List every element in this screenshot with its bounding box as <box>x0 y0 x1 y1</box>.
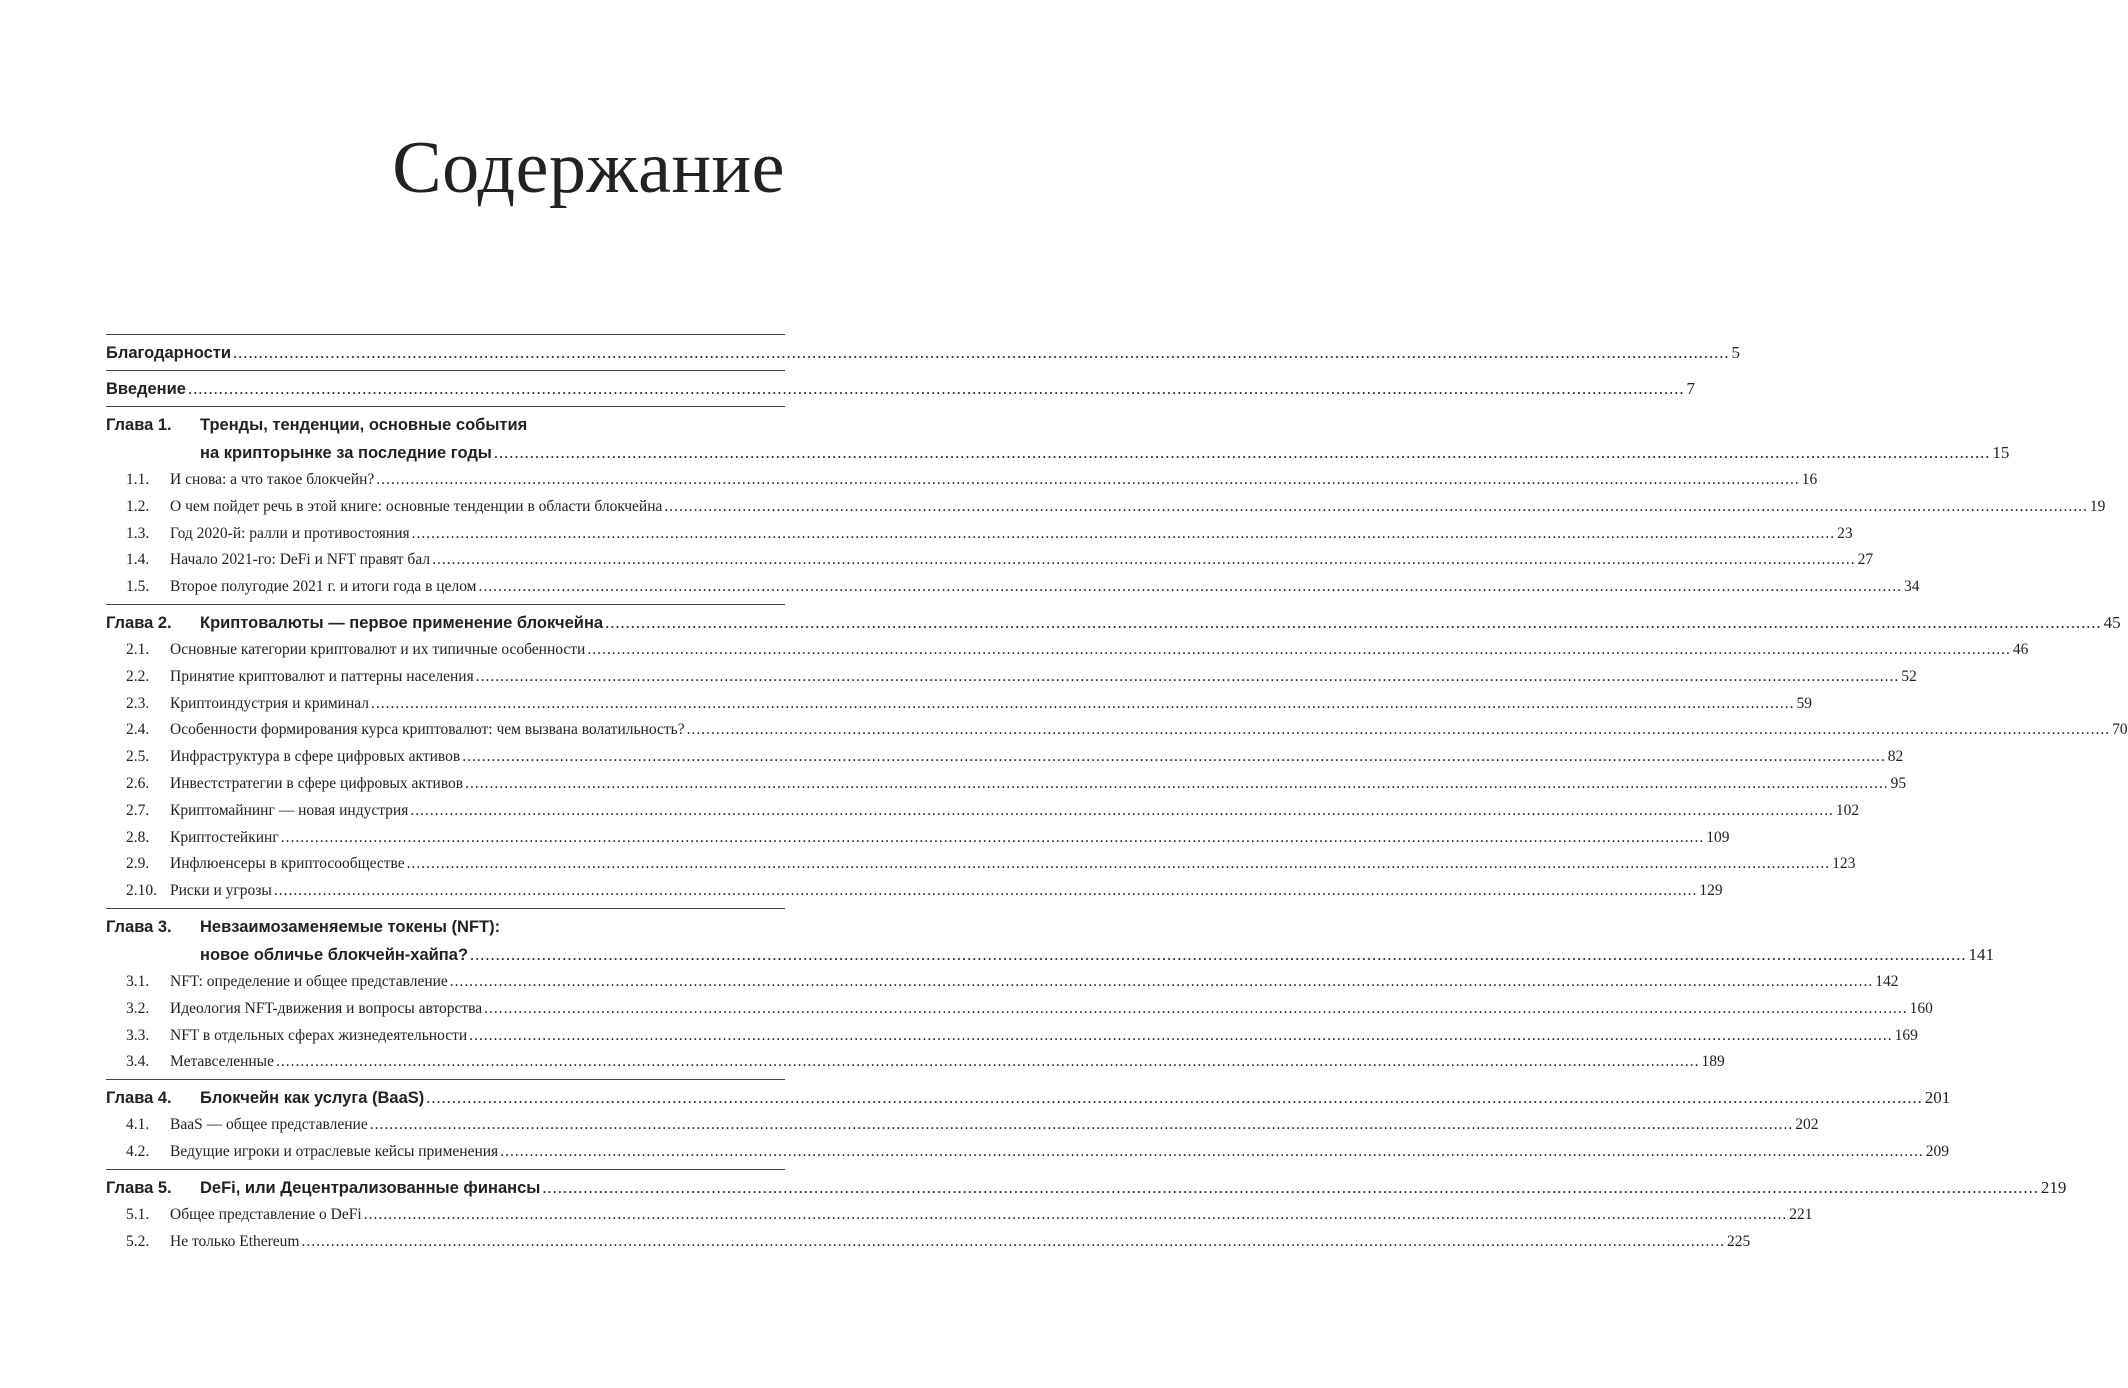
dot-leader <box>274 878 1698 905</box>
section-number: 2.9. <box>126 855 150 873</box>
chapter-title-line1: Невзаимозаменяемые токены (NFT): <box>200 917 501 936</box>
toc-page-number: 16 <box>1801 471 1818 488</box>
dot-leader <box>407 851 1831 878</box>
toc-page-number: 109 <box>1706 828 1730 846</box>
toc-page-number: 27 <box>1857 551 1874 569</box>
dot-leader <box>371 691 1795 718</box>
section-number: 2.4. <box>126 721 150 739</box>
chapter-1-heading-line2[interactable] <box>106 439 2010 467</box>
chapter-3-heading-line1[interactable] <box>106 909 785 941</box>
chapter-3-heading-line2[interactable] <box>106 941 1995 969</box>
section-number: 2.2. <box>126 667 150 685</box>
section-number: 2.7. <box>126 801 150 819</box>
toc-section-entry[interactable] <box>106 691 1813 718</box>
dot-leader <box>605 609 2102 637</box>
toc-section-entry[interactable] <box>106 771 1907 798</box>
toc-page-number: 82 <box>1887 748 1904 766</box>
chapter-title: новое обличье блокчейн-хайпа? <box>200 945 469 964</box>
toc-page-number: 95 <box>1890 774 1907 792</box>
chapter-5-heading[interactable] <box>106 1170 2067 1202</box>
section-title: Основные категории криптовалют и их типичные особенности <box>170 640 586 658</box>
dot-leader <box>233 339 1730 367</box>
dot-leader <box>476 664 1900 691</box>
toc-page-number: 141 <box>1968 944 1995 964</box>
chapter-title: Криптовалюты — первое применение блокчейна <box>200 613 604 632</box>
toc-section-entry[interactable] <box>106 878 1723 905</box>
toc-entry-title: Благодарности <box>106 344 231 362</box>
section-title: О чем пойдет речь в этой книге: основные тенденции в области блокчейна <box>170 497 663 515</box>
toc-page-number: 219 <box>2040 1177 2067 1197</box>
dot-leader <box>426 1084 1923 1112</box>
toc-section-entry[interactable] <box>106 969 1899 996</box>
toc-section-entry[interactable] <box>106 851 1856 878</box>
toc-entry-introduction[interactable] <box>106 371 1695 403</box>
toc-section-entry[interactable] <box>106 825 1730 852</box>
toc-page-number: 102 <box>1835 801 1860 819</box>
chapter-title: DeFi, или Децентрализованные финансы <box>200 1178 541 1197</box>
toc-page-number: 129 <box>1699 882 1723 900</box>
section-number: 3.2. <box>126 999 150 1017</box>
toc-section-entry[interactable] <box>106 996 1933 1023</box>
toc-section-entry[interactable] <box>106 664 1917 691</box>
chapter-title: на крипторынке за последние годы <box>200 444 492 462</box>
section-title: NFT в отдельных сферах жизнедеятельности <box>170 1026 468 1044</box>
chapter-title-line1: Тренды, тенденции, основные события <box>200 416 528 434</box>
section-title: Начало 2021-го: DeFi и NFT правят бал <box>170 551 431 569</box>
section-number: 1.4. <box>126 551 150 569</box>
section-number: 3.4. <box>126 1053 150 1071</box>
chapter-label: Глава 3. <box>106 917 172 936</box>
section-title: Риски и угрозы <box>170 882 272 900</box>
section-number: 5.2. <box>126 1232 150 1250</box>
section-number: 1.5. <box>126 578 150 596</box>
section-number: 2.5. <box>126 748 150 766</box>
dot-leader <box>281 825 1705 852</box>
dot-leader <box>364 1202 1788 1229</box>
toc-page-number: 221 <box>1789 1205 1813 1223</box>
toc-page-number: 225 <box>1727 1232 1751 1250</box>
toc-page-number: 123 <box>1832 855 1856 873</box>
dot-leader <box>469 1023 1893 1050</box>
section-number: 4.1. <box>126 1116 150 1134</box>
chapter-1-heading-line1[interactable] <box>106 407 785 439</box>
dot-leader <box>450 969 1874 996</box>
section-title: NFT: определение и общее представление <box>170 972 448 990</box>
toc-page-number: 34 <box>1903 578 1920 596</box>
section-number: 4.2. <box>126 1142 150 1160</box>
toc-section-entry[interactable] <box>106 637 2029 664</box>
section-title: Криптостейкинг <box>170 828 279 846</box>
toc-page-number: 5 <box>1731 343 1740 362</box>
section-number: 2.3. <box>126 694 150 712</box>
toc-entry-acknowledgements[interactable] <box>106 335 1740 367</box>
dot-leader <box>470 941 1967 969</box>
section-title: BaaS — общее представление <box>170 1116 368 1134</box>
toc-page-number: 7 <box>1686 379 1695 398</box>
toc-page-number: 160 <box>1909 999 1933 1017</box>
section-title: Идеология NFT-движения и вопросы авторства <box>170 999 483 1017</box>
toc-page-number: 45 <box>2103 612 2121 632</box>
chapter-label: Глава 4. <box>106 1089 172 1108</box>
toc-section-entry[interactable] <box>106 1229 1751 1256</box>
toc-section-entry[interactable] <box>106 717 2128 744</box>
toc-page-number: 46 <box>2012 640 2029 658</box>
chapter-4-heading[interactable] <box>106 1080 1951 1112</box>
dot-leader <box>410 798 1834 825</box>
section-title: Инфраструктура в сфере цифровых активов <box>170 748 461 766</box>
section-number: 1.1. <box>126 471 150 488</box>
toc-page-number: 70 <box>2112 721 2128 739</box>
toc-section-entry[interactable] <box>106 798 1860 825</box>
chapter-label: Глава 1. <box>106 416 172 434</box>
toc-page-number: 19 <box>2089 497 2106 515</box>
toc-page-number: 189 <box>1701 1053 1725 1071</box>
toc-section-entry[interactable] <box>106 574 1920 601</box>
dot-leader <box>687 717 2111 744</box>
section-title: Криптоиндустрия и криминал <box>170 694 370 712</box>
dot-leader <box>376 467 1800 494</box>
section-title: Год 2020-й: ралли и противостояния <box>170 524 410 542</box>
toc-section-entry[interactable] <box>106 1049 1725 1076</box>
dot-leader <box>484 996 1908 1023</box>
section-title: Инвестстратегии в сфере цифровых активов <box>170 774 464 792</box>
toc-page-number: 23 <box>1837 524 1853 542</box>
dot-leader <box>494 439 1991 467</box>
toc-section-entry[interactable] <box>106 1139 1949 1166</box>
toc-page-number: 209 <box>1925 1142 1949 1160</box>
dot-leader <box>302 1229 1726 1256</box>
toc-page-number: 59 <box>1796 694 1813 712</box>
toc-section-entry[interactable] <box>106 521 1853 548</box>
toc-section-entry[interactable] <box>106 1112 1819 1139</box>
toc-entry-title: Введение <box>106 380 186 398</box>
section-title: Особенности формирования курса криптовалют: чем вызвана волатильность? <box>170 721 685 739</box>
toc-section-entry[interactable] <box>106 744 1904 771</box>
table-of-contents <box>106 334 2128 1255</box>
dot-leader <box>370 1112 1794 1139</box>
dot-leader <box>542 1174 2039 1202</box>
chapter-label: Глава 5. <box>106 1178 172 1197</box>
section-title: И снова: а что такое блокчейн? <box>170 471 375 488</box>
dot-leader <box>432 547 1856 574</box>
dot-leader <box>462 744 1886 771</box>
section-title: Криптомайнинг — новая индустрия <box>170 801 409 819</box>
dot-leader <box>664 494 2088 521</box>
toc-page-number: 202 <box>1795 1116 1819 1134</box>
section-title: Второе полугодие 2021 г. и итоги года в целом <box>170 578 477 596</box>
toc-page-number: 142 <box>1875 972 1899 990</box>
section-number: 5.1. <box>126 1205 150 1223</box>
section-number: 2.8. <box>126 828 150 846</box>
chapter-label: Глава 2. <box>106 613 172 632</box>
dot-leader <box>587 637 2011 664</box>
section-title: Не только Ethereum <box>170 1232 300 1250</box>
toc-section-entry[interactable] <box>106 1023 1918 1050</box>
section-number: 2.1. <box>126 640 150 658</box>
section-number: 2.6. <box>126 774 150 792</box>
section-number: 3.3. <box>126 1026 150 1044</box>
dot-leader <box>412 521 1836 548</box>
toc-page-number: 169 <box>1894 1026 1918 1044</box>
section-number: 1.2. <box>126 497 150 515</box>
toc-section-entry[interactable] <box>106 1202 1813 1229</box>
section-number: 3.1. <box>126 972 150 990</box>
toc-section-entry[interactable] <box>106 547 1874 574</box>
dot-leader <box>276 1049 1700 1076</box>
dot-leader <box>500 1139 1924 1166</box>
section-number: 2.10. <box>126 882 157 900</box>
toc-page-number: 15 <box>1992 443 2010 462</box>
dot-leader <box>188 375 1685 403</box>
chapter-title: Блокчейн как услуга (BaaS) <box>200 1089 425 1108</box>
section-title: Инфлюенсеры в криптосообществе <box>170 855 405 873</box>
dot-leader <box>478 574 1902 601</box>
section-title: Принятие криптовалют и паттерны населения <box>170 667 474 685</box>
toc-section-entry[interactable] <box>106 494 2106 521</box>
page-title: Содержание <box>392 127 785 209</box>
toc-page-number: 201 <box>1924 1088 1951 1108</box>
section-title: Метавселенные <box>170 1053 274 1071</box>
section-number: 1.3. <box>126 524 150 542</box>
section-title: Общее представление о DeFi <box>170 1205 362 1223</box>
dot-leader <box>465 771 1889 798</box>
section-title: Ведущие игроки и отраслевые кейсы применения <box>170 1142 499 1160</box>
chapter-2-heading[interactable] <box>106 605 2121 637</box>
toc-page-number: 52 <box>1901 667 1917 685</box>
toc-section-entry[interactable] <box>106 467 1818 494</box>
